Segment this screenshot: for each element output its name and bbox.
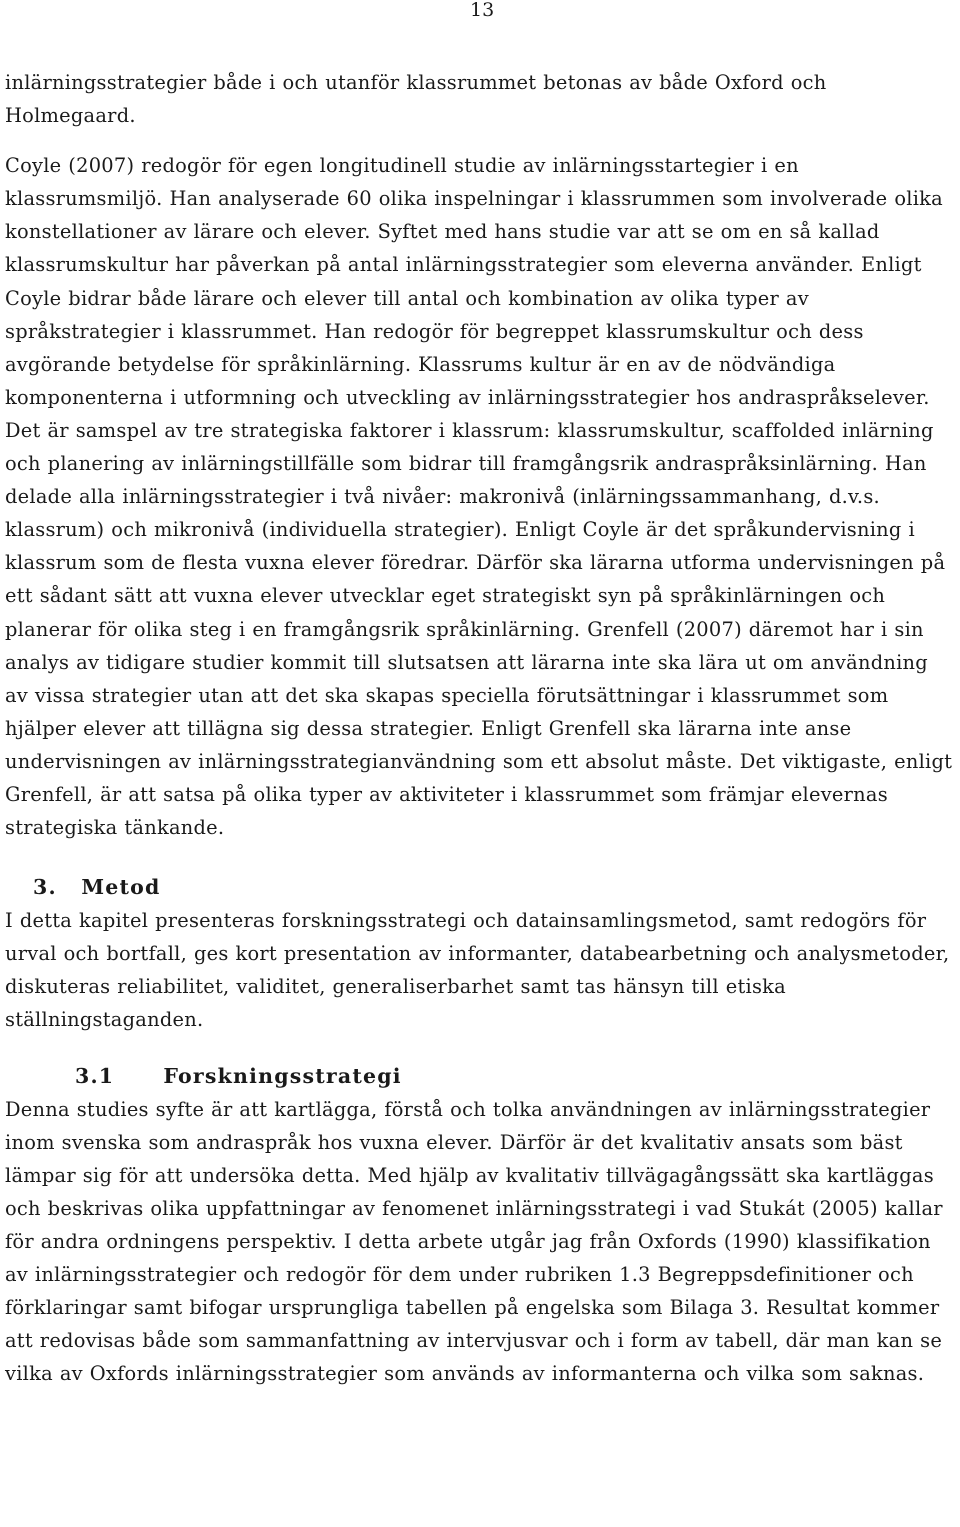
section-title: Metod (81, 875, 161, 900)
section-heading-metod (33, 871, 957, 904)
paragraph-metod: I detta kapitel presenteras forskningsstrategi och datainsamlingsmetod, samt redogörs för urval och bortfall, ges kort presentation av informanter, databearbetning och analysmetoder, diskuteras reliabilitet, validitet, generaliserbarhet samt tas hänsyn till etiska ställningstaganden. (5, 909, 950, 1032)
subsection-number: 3.1 (75, 1063, 115, 1088)
paragraph-forskningsstrategi: Denna studies syfte är att kartlägga, förstå och tolka användningen av inlärningsstrategier inom svenska som andraspråk hos vuxna elever. Därför är det kvalitativ ansats som bäst lämpar sig för att undersöka detta. Med hjälp av kvalitativ tillvägagångssätt ska kartläggas och beskrivas olika uppfattningar av fenomenet inlärningsstrategi i vad Stukát (2005) kallar för andra ordningens perspektiv. I detta arbete utgår jag från Oxfords (1990) klassifikation av inlärningsstrategier och redogör för dem under rubriken 1.3 Begreppsdefinitioner och förklaringar samt bifogar ursprungliga tabellen på engelska som Bilaga 3. Resultat kommer att redovisas både som sammanfattning av intervjusvar och i form av tabell, där man kan se vilka av Oxfords inlärningsstrategier som används av informanterna och vilka som saknas. (5, 1097, 943, 1386)
paragraph-intro-continued: inlärningsstrategier både i och utanför klassrummet betonas av både Oxford och Holmegaard. (5, 71, 827, 128)
paragraph-coyle-grenfell: Coyle (2007) redogör för egen longitudinell studie av inlärningsstartegier i en klassrumsmiljö. Han analyserade 60 olika inspelningar i klassrummen som involverade olika konstellationer av lärare och elever. Syftet med hans studie var att se om en så kallad klassrumskultur har påverkan på antal inlärningsstrategier som eleverna använder. Enligt Coyle bidrar både lärare och elever till antal och kombination av olika typer av språkstrategier i klassrummet. Han redogör för begreppet klassrumskultur och dess avgörande betydelse för språkinlärning. Klassrums kultur är en av de nödvändiga komponenterna i utformning och utveckling av inlärningsstrategier hos andraspråkselever. Det är samspel av tre strategiska faktorer i klassrum: klassrumskultur, scaffolded inlärning och planering av inlärningstillfälle som bidrar till framgångsrik andraspråksinlärning. Han delade alla inlärningsstrategier i två nivåer: makronivå (inlärningssammanhang, d.v.s. klassrum) och mikronivå (individuella strategier). Enligt Coyle är det språkundervisning i klassrum som de flesta vuxna elever föredrar. Därför ska lärarna utforma undervisningen på ett sådant sätt att vuxna elever utvecklar eget strategiskt syn på språkinlärningen och planerar för olika steg i en framgångsrik språkinlärning. Grenfell (2007) däremot har i sin analys av tidigare studier kommit till slutsatsen att lärarna inte ska lära ut om användning av vissa strategier utan att det ska skapas speciella förutsättningar i klassrummet som hjälper elever att tillägna sig dessa strategier. Enligt Grenfell ska lärarna inte anse undervisningen av inlärningsstrategianvändning som ett absolut måste. Det viktigaste, enligt Grenfell, är att satsa på olika typer av aktiviteter i klassrummet som främjar elevernas strategiska tänkande. (5, 154, 953, 840)
subsection-heading-forskningsstrategi (75, 1060, 957, 1093)
document-body (5, 66, 957, 1390)
page-number: 13 (470, 0, 495, 21)
section-number: 3. (33, 875, 57, 900)
subsection-title: Forskningsstrategi (163, 1063, 402, 1088)
